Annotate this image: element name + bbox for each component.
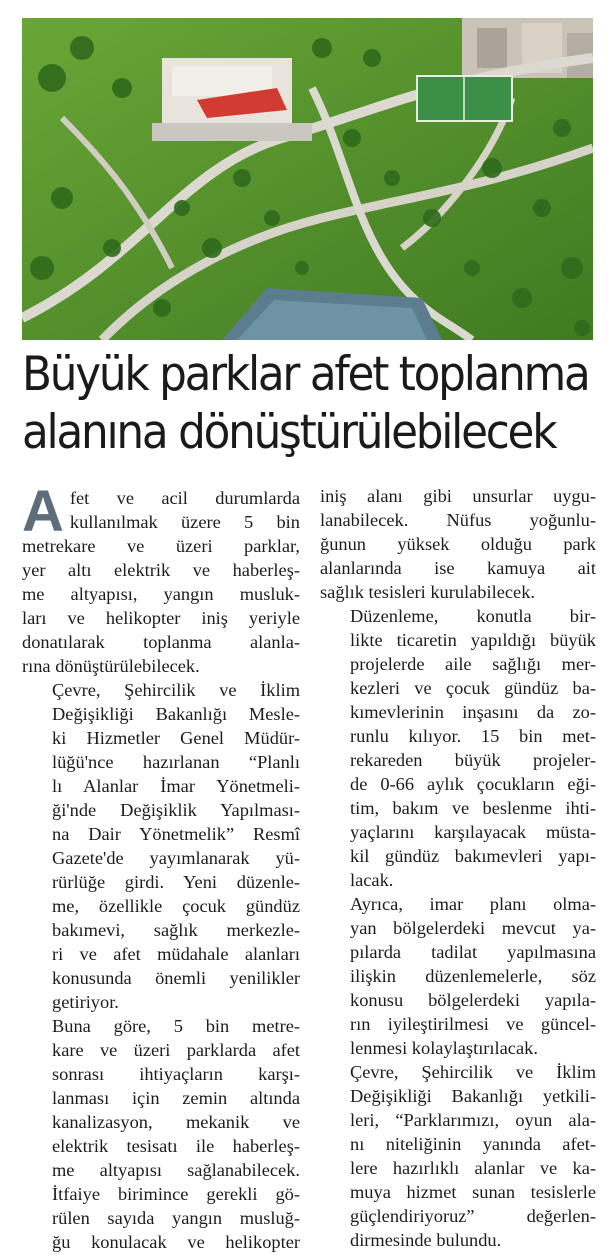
text-line: na Dair Yönetmelik” Resmî (52, 824, 300, 844)
text-line: dirmesinde bulundu. (350, 1230, 502, 1250)
paragraph (320, 892, 596, 1060)
text-line: rülen sayıda yangın musluğ- (52, 1208, 300, 1228)
text-line: rürlüğe girdi. Yeni düzenle- (52, 872, 300, 892)
text-line: lere hazırlıklı alanlar ve ka- (350, 1158, 596, 1178)
dropcap: A (22, 479, 64, 544)
text-line: sağlık tesisleri kurulabilecek. (320, 582, 536, 602)
text-line: metrekare ve üzeri parklar, (22, 536, 300, 556)
text-line: rın iyileştirilmesi ve güncel- (350, 1014, 596, 1034)
article-column-right (320, 484, 596, 1252)
text-line: elektrik tesisatı ile haberleş- (52, 1136, 300, 1156)
text-line: me, özellikle çocuk gündüz (52, 896, 300, 916)
text-line: konusu bölgelerdeki yapıla- (350, 990, 596, 1010)
text-line: güçlendiriyoruz” değerlen- (350, 1206, 596, 1226)
text-line: Düzenleme, konutla bir- (350, 606, 596, 626)
text-line: ki Hizmetler Genel Müdür- (52, 728, 300, 748)
text-line: lenmesi kolaylaştırılacak. (350, 1038, 538, 1058)
text-line: Çevre, Şehircilik ve İklim (52, 680, 300, 700)
text-line: kare ve üzeri parklarda afet (52, 1040, 300, 1060)
text-line: muya hizmet sunan tesislerle (350, 1182, 596, 1202)
text-line: fet ve acil durumlarda (69, 488, 300, 508)
park-aerial-photo-icon (22, 18, 593, 340)
text-line: yan bölgelerdeki mevcut ya- (350, 918, 596, 938)
headline-line-2: alanına dönüştürülebilecek (22, 405, 556, 460)
text-line: tim, bakım ve beslenme ihti- (350, 798, 596, 818)
text-line: lanabilecek. Nüfus yoğunlu- (320, 510, 596, 530)
text-line: nı niteliğinin yanında afet- (350, 1134, 596, 1154)
text-line: ğunun yüksek olduğu park (320, 534, 596, 554)
article-photo (22, 18, 593, 340)
text-line: yer altı elektrik ve haberleş- (22, 560, 300, 580)
paragraph (320, 484, 596, 604)
text-line: donatılarak toplanma alanla- (22, 632, 300, 652)
text-line: ri ve afet müdahale alanları (52, 944, 300, 964)
paragraph (320, 1060, 596, 1252)
text-line: kımevlerinin inşasını da zo- (350, 702, 596, 722)
text-line: sonrası ihtiyaçların karşı- (52, 1064, 300, 1084)
text-line: Ayrıca, imar planı olma- (350, 894, 596, 914)
text-line: alanlarında ise kamuya ait (320, 558, 596, 578)
text-line: likte ticaretin yapıldığı büyük (350, 630, 596, 650)
text-line: ğu konulacak ve helikopter (52, 1232, 300, 1252)
text-line: ilişkin düzenlemelerle, söz (350, 966, 596, 986)
text-line: lı Alanlar İmar Yönetmeli- (52, 776, 300, 796)
text-line: lüğü'nce hazırlanan “Planlı (52, 752, 300, 772)
text-line: kil gündüz bakımevleri yapı- (350, 846, 596, 866)
text-line: Değişikliği Bakanlığı yetkili- (350, 1086, 596, 1106)
text-line: kanalizasyon, mekanik ve (52, 1112, 300, 1132)
text-line: lanması için zemin altında (52, 1088, 300, 1108)
text-line: getiriyor. (52, 992, 119, 1012)
text-line: ları ve helikopter iniş yeriyle (22, 608, 300, 628)
text-line: de 0-66 aylık çocukların eği- (350, 774, 596, 794)
article-column-left (22, 479, 300, 1254)
text-line: rekareden büyük projeler- (350, 750, 596, 770)
text-line: projelerde aile sağlığı mer- (350, 654, 596, 674)
text-line: pılarda tadilat yapılmasına (350, 942, 596, 962)
text-line: leri, “Parklarımızı, oyun ala- (350, 1110, 596, 1130)
paragraph (22, 479, 300, 678)
text-line: runlu kılıyor. 15 bin met- (350, 726, 596, 746)
text-line: Çevre, Şehircilik ve İklim (350, 1062, 596, 1082)
text-line: kezleri ve çocuk gündüz ba- (350, 678, 596, 698)
text-line: Gazete'de yayımlanarak yü- (52, 848, 300, 868)
text-line: Buna göre, 5 bin metre- (52, 1016, 300, 1036)
text-line: me altyapısı, yangın musluk- (22, 584, 300, 604)
text-line: me altyapısı sağlanabilecek. (52, 1160, 300, 1180)
headline (22, 346, 589, 462)
paragraph (320, 604, 596, 892)
headline-line-1: Büyük parklar afet toplanma (22, 347, 589, 402)
text-line: konusunda önemli yenilikler (52, 968, 300, 988)
text-line: bakımevi, sağlık merkezle- (52, 920, 300, 940)
text-line: lacak. (350, 870, 394, 890)
text-line: yaçlarını karşılayacak müsta- (350, 822, 596, 842)
paragraph (22, 678, 300, 1014)
text-line: Değişikliği Bakanlığı Mesle- (52, 704, 300, 724)
text-line: İtfaiye birimince gerekli gö- (52, 1184, 300, 1204)
text-line: rına dönüştürülebilecek. (22, 656, 200, 676)
paragraph (22, 1014, 300, 1254)
text-line: iniş alanı gibi unsurlar uygu- (320, 486, 596, 506)
text-line: ği'nde Değişiklik Yapılması- (52, 800, 300, 820)
text-line: kullanılmak üzere 5 bin (69, 512, 300, 532)
